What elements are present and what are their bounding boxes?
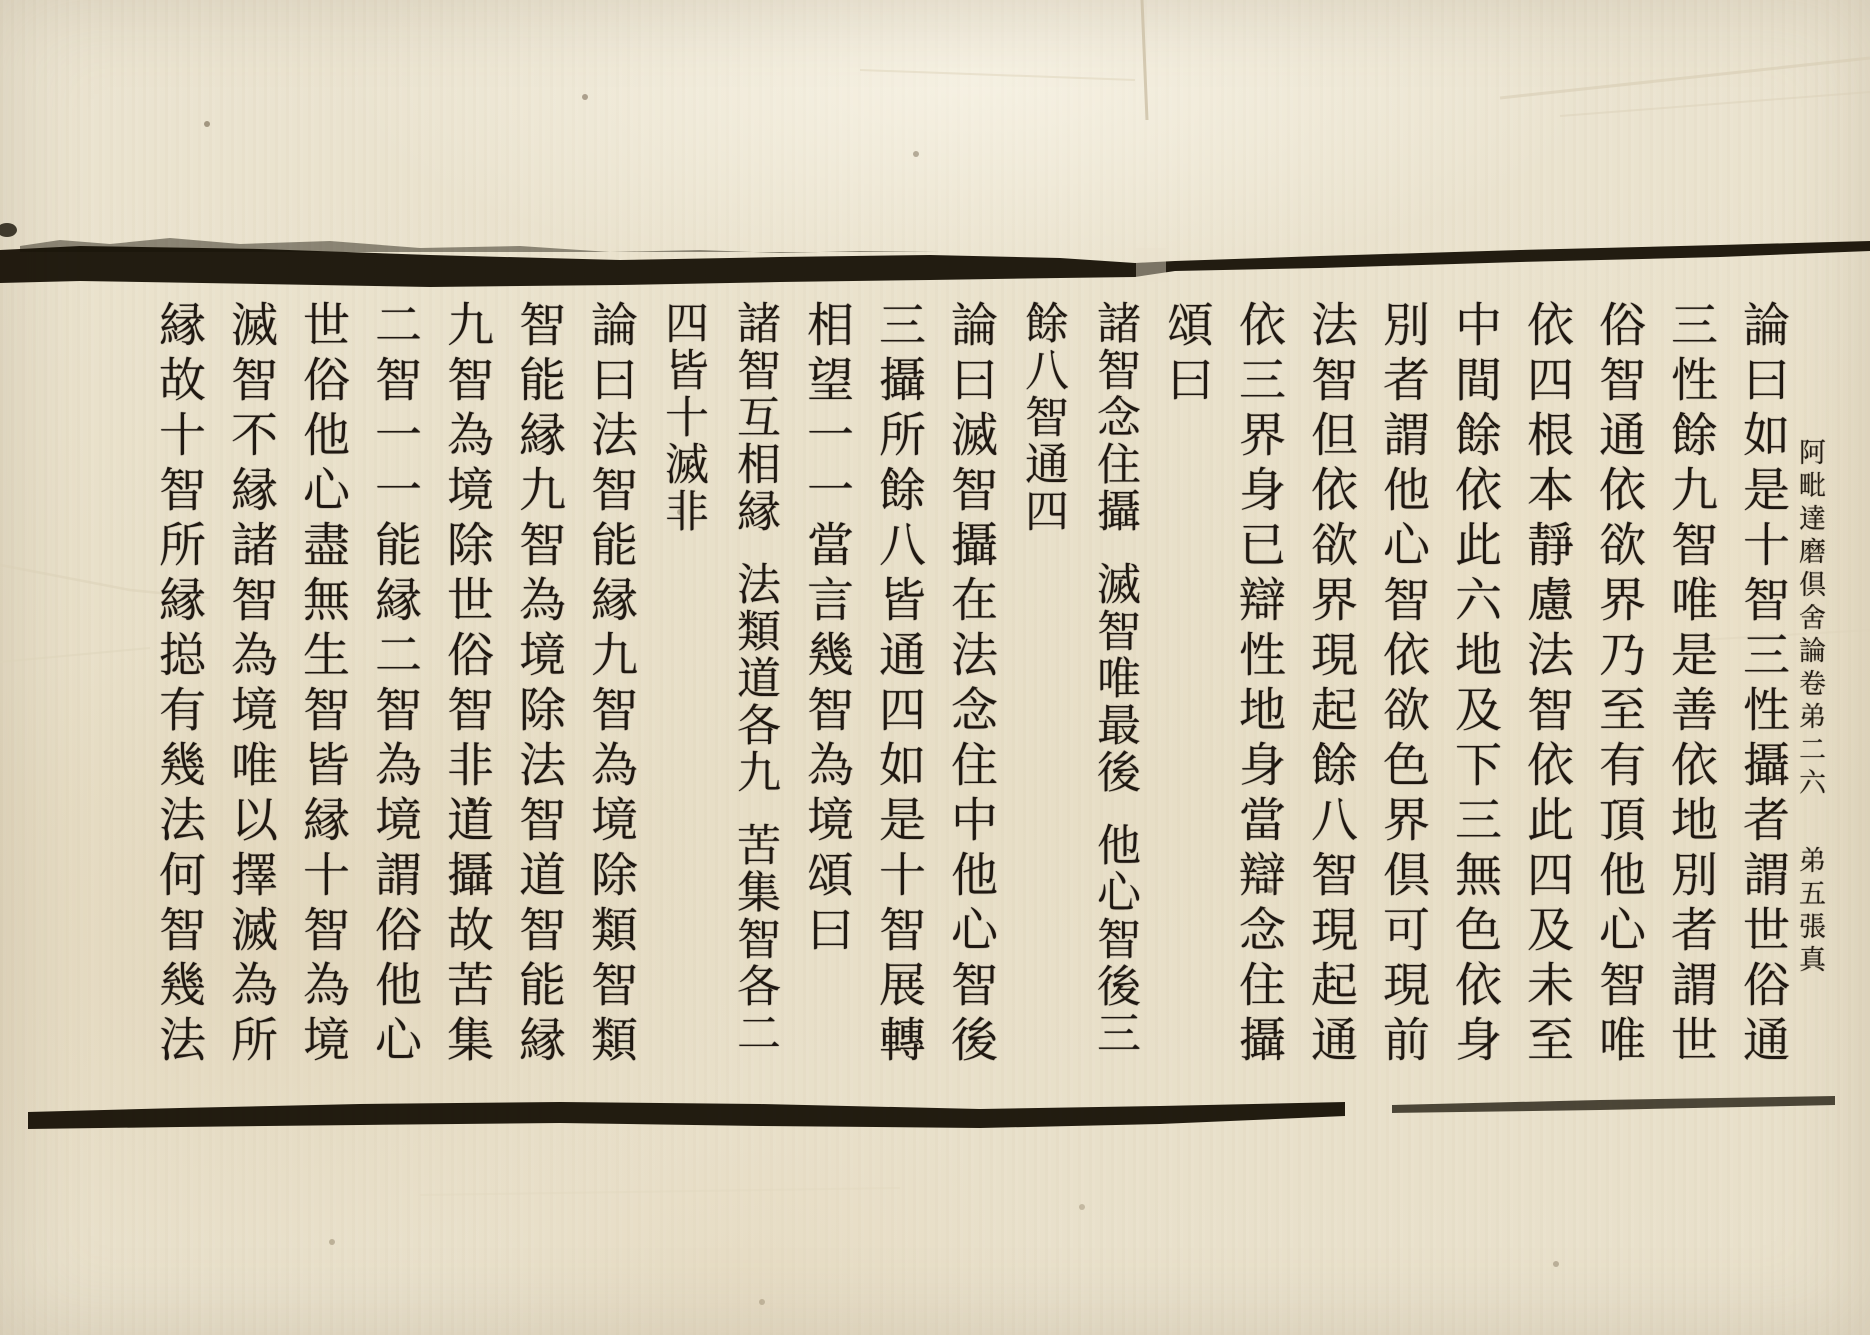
text-column bbox=[1582, 300, 1654, 1110]
text-column bbox=[1222, 300, 1294, 1110]
text-column bbox=[1438, 300, 1510, 1110]
column-text: 法智但依欲界現起餘八智現起通 bbox=[1303, 300, 1358, 1070]
verse-pada: 法類道各九 bbox=[729, 561, 780, 796]
text-column bbox=[574, 300, 646, 1110]
text-column bbox=[502, 300, 574, 1110]
text-column bbox=[646, 300, 718, 1110]
top-border-rule bbox=[0, 241, 1870, 287]
column-text: 九智為境除世俗智非道攝故苦集 bbox=[439, 300, 494, 1070]
text-column bbox=[934, 300, 1006, 1110]
column-text: 二智一一能縁二智為境謂俗他心 bbox=[367, 300, 422, 1070]
column-text: 依三界身已辯性地身當辯念住攝 bbox=[1231, 300, 1286, 1070]
verse-pada: 諸智念住攝 bbox=[1089, 300, 1140, 535]
column-text: 智能縁九智為境除法智道智能縁 bbox=[511, 300, 566, 1070]
column-text: 相望一一當言幾智為境頌曰 bbox=[799, 300, 854, 960]
verse-pada: 滅智唯最後 bbox=[1089, 561, 1140, 796]
text-column bbox=[1654, 300, 1726, 1110]
text-column bbox=[1366, 300, 1438, 1110]
sutra-text-block bbox=[142, 300, 1798, 1110]
text-column bbox=[286, 300, 358, 1110]
text-column bbox=[862, 300, 934, 1110]
column-text: 世俗他心盡無生智皆縁十智為境 bbox=[295, 300, 350, 1070]
text-column bbox=[1150, 300, 1222, 1110]
verse-pada: 四皆十滅非 bbox=[657, 300, 708, 535]
column-text: 頌曰 bbox=[1159, 300, 1214, 410]
verse-pada: 他心智後三 bbox=[1089, 822, 1140, 1057]
column-text: 三攝所餘八皆通四如是十智展轉 bbox=[871, 300, 926, 1070]
text-column bbox=[718, 300, 790, 1110]
volume-title-note: 阿毗達磨倶舍論卷弟二六 bbox=[1794, 438, 1825, 801]
text-column bbox=[358, 300, 430, 1110]
paper-specks bbox=[0, 0, 4, 4]
column-text: 論曰滅智攝在法念住中他心智後 bbox=[943, 300, 998, 1070]
column-text: 滅智不縁諸智為境唯以擇滅為所 bbox=[223, 300, 278, 1070]
column-text: 縁故十智所縁搃有幾法何智幾法 bbox=[151, 300, 206, 1070]
column-text: 論曰法智能縁九智為境除類智類 bbox=[583, 300, 638, 1070]
text-column bbox=[142, 300, 214, 1110]
verse-pada: 苦集智各二 bbox=[729, 822, 780, 1057]
text-column bbox=[1510, 300, 1582, 1110]
verse-pada: 餘八智通四 bbox=[1017, 300, 1068, 535]
text-column bbox=[430, 300, 502, 1110]
column-text: 三性餘九智唯是善依地別者謂世 bbox=[1663, 300, 1718, 1070]
verse-pada: 諸智互相縁 bbox=[729, 300, 780, 535]
column-text: 依四根本靜慮法智依此四及未至 bbox=[1519, 300, 1574, 1070]
text-column bbox=[1006, 300, 1078, 1110]
column-text: 俗智通依欲界乃至有頂他心智唯 bbox=[1591, 300, 1646, 1070]
text-column bbox=[1078, 300, 1150, 1110]
text-column bbox=[1726, 300, 1798, 1110]
text-column bbox=[214, 300, 286, 1110]
text-column bbox=[790, 300, 862, 1110]
column-text: 論曰如是十智三性攝者謂世俗通 bbox=[1735, 300, 1790, 1070]
sheet-number-note: 弟五張真 bbox=[1794, 846, 1825, 978]
column-text: 中間餘依此六地及下三無色依身 bbox=[1447, 300, 1502, 1070]
text-column bbox=[1294, 300, 1366, 1110]
column-text: 別者謂他心智依欲色界倶可現前 bbox=[1375, 300, 1430, 1070]
